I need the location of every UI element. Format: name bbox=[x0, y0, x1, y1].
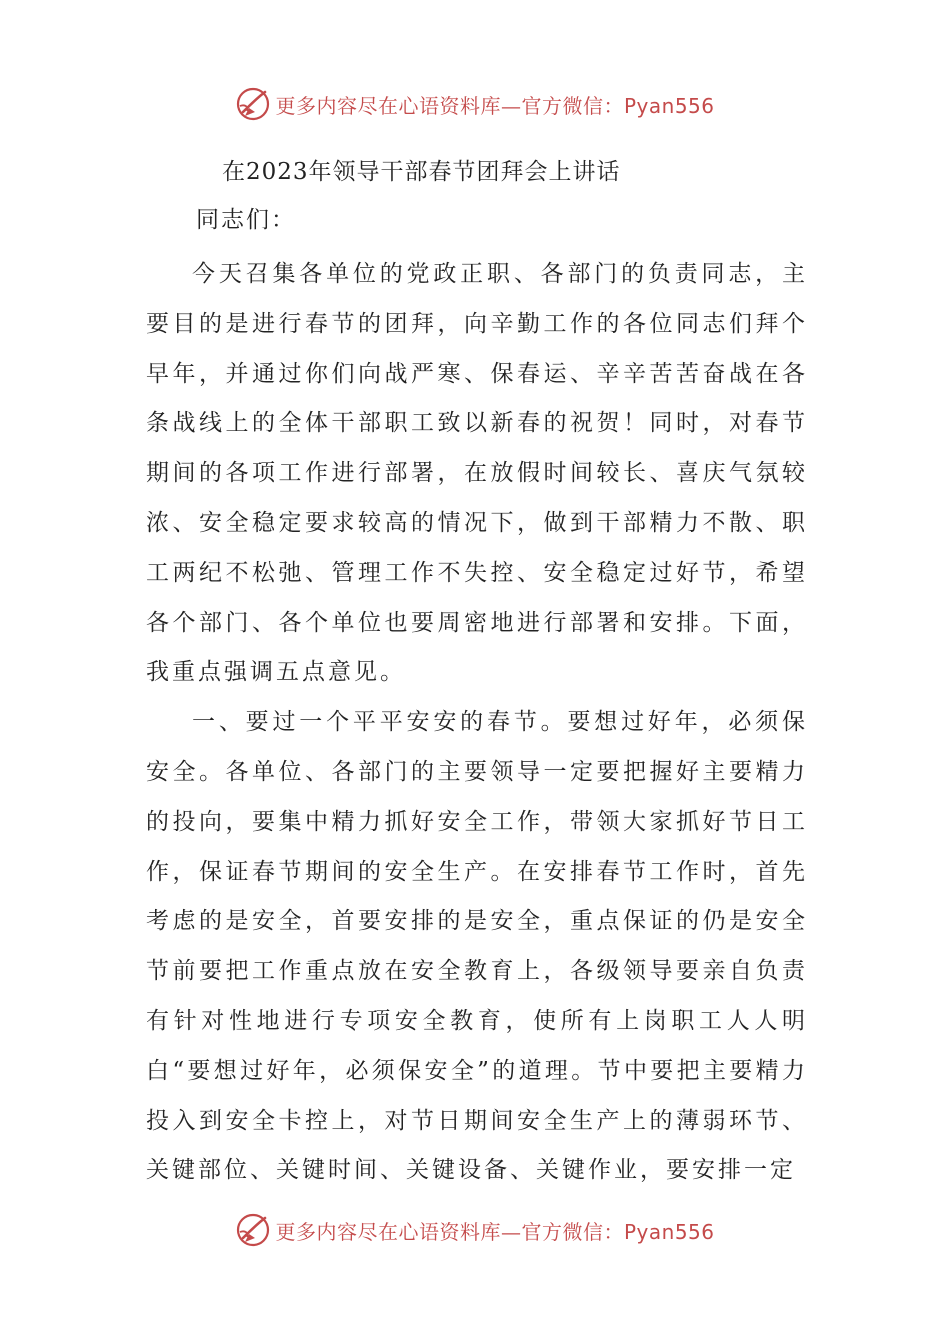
footer-watermark bbox=[0, 1210, 950, 1250]
pen-logo-icon bbox=[235, 86, 271, 122]
wechat-id: Pyan556 bbox=[623, 1219, 715, 1244]
header-watermark bbox=[0, 84, 950, 124]
paragraph: 一、要过一个平平安安的春节。要想过好年，必须保安全。各单位、各部门的主要领导一定要把握好主要精力的投向，要集中精力抓好安全工作，带领大家抓好节日工作，保证春节期间的安全生产。在安排春节工作时，首先考虑的是安全，首要安排的是安全，重点保证的仍是安全节前要把工作重点放在安全教育上，各级领导要亲自负责有针对性地进行专项安全教育，使所有上岗职工人人明白“要想过好年，必须保安全”的道理。节中要把主要精力投入到安全卡控上，对节日期间安全生产上的薄弱环节、关键部位、关键时间、关键设备、关键作业，要安排一定 bbox=[146, 709, 808, 1184]
watermark-text: 更多内容尽在心语资料库—官方微信：Pyan556 bbox=[275, 93, 715, 118]
wechat-id: Pyan556 bbox=[623, 93, 715, 118]
document-title: 在2023年领导干部春节团拜会上讲话 bbox=[222, 159, 621, 185]
document-body bbox=[146, 250, 808, 1196]
paragraph: 今天召集各单位的党政正职、各部门的负责同志，主要目的是进行春节的团拜，向辛勤工作的各位同志们拜个早年，并通过你们向战严寒、保春运、辛辛苦苦奋战在各条战线上的全体干部职工致以新春的祝贺！同时，对春节期间的各项工作进行部署，在放假时间较长、喜庆气氛较浓、安全稳定要求较高的情况下，做到干部精力不散、职工两纪不松弛、管理工作不失控、安全稳定过好节，希望各个部门、各个单位也要周密地进行部署和安排。下面，我重点强调五点意见。 bbox=[146, 261, 808, 686]
greeting: 同志们： bbox=[196, 207, 296, 233]
pen-logo-icon bbox=[235, 1212, 271, 1248]
watermark-text: 更多内容尽在心语资料库—官方微信：Pyan556 bbox=[275, 1219, 715, 1244]
